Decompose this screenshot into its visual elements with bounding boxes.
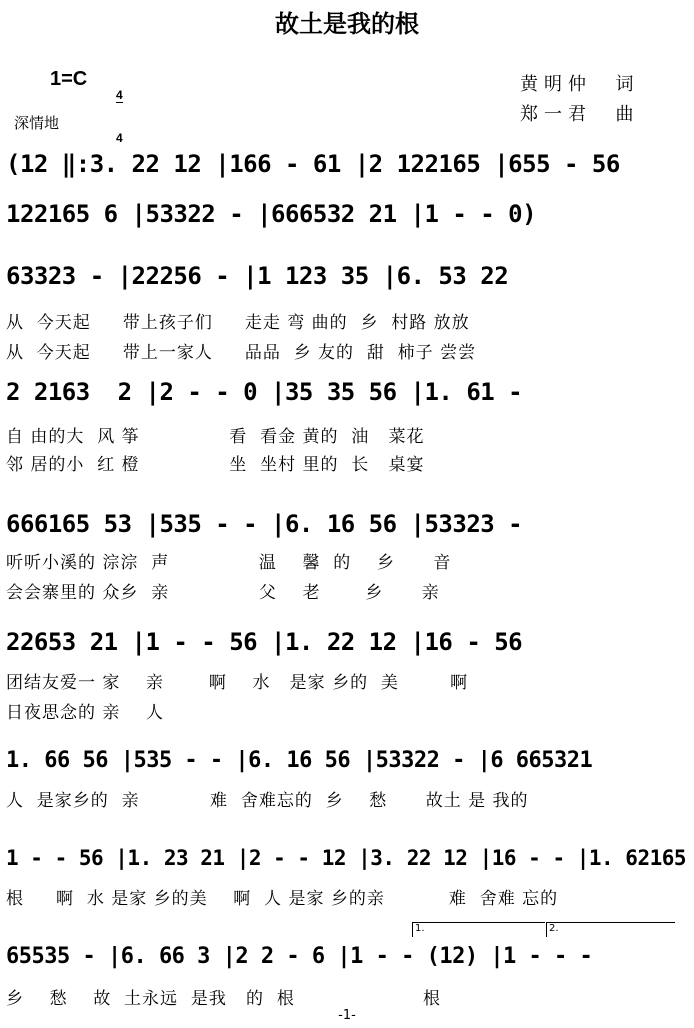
lyric-line: 从 今天起 带上孩子们 走走 弯 曲的 乡 村路 放放 xyxy=(6,313,470,333)
lyric-line: 从 今天起 带上一家人 品品 乡 友的 甜 柿子 尝尝 xyxy=(6,343,477,363)
lyric-line: 自 由的大 风 筝 看 看金 黄的 油 菜花 xyxy=(6,427,425,447)
notation-line: 65535 - |6. 66 3 |2 2 - 6 |1 - - (12) |1 - - - xyxy=(6,944,593,969)
lyric-line: 乡 愁 故 土永远 是我 的 根 根 xyxy=(6,989,441,1009)
lyric-line: 根 啊 水 是家 乡的美 啊 人 是家 乡的亲 难 舍难 忘的 xyxy=(6,889,559,909)
lyric-line: 邻 居的小 红 橙 坐 坐村 里的 长 桌宴 xyxy=(6,455,425,475)
time-signature-bottom: 4 xyxy=(116,131,123,145)
key-signature: 1=C xyxy=(50,68,88,90)
composer-credit: 郑一君 曲 xyxy=(520,104,640,125)
lyric-line: 人 是家乡的 亲 难 舍难忘的 乡 愁 故土 是 我的 xyxy=(6,791,529,811)
lyric-line: 团结友爱一 家 亲 啊 水 是家 乡的 美 啊 xyxy=(6,673,469,693)
lyric-line: 听听小溪的 淙淙 声 温 馨 的 乡 音 xyxy=(6,553,452,573)
page-title: 故土是我的根 xyxy=(275,10,419,38)
notation-line: 122165 6 |53322 - |666532 21 |1 - - 0) xyxy=(6,200,537,228)
first-ending-bracket: 1. xyxy=(412,922,545,937)
notation-line: 2 2163 2 |2 - - 0 |35 35 56 |1. 61 - xyxy=(6,378,523,406)
page-number: -1- xyxy=(338,1008,356,1023)
lyric-line: 日夜思念的 亲 人 xyxy=(6,703,165,723)
notation-line: 63323 - |22256 - |1 123 35 |6. 53 22 xyxy=(6,262,509,290)
notation-line: (12 ‖:3. 22 12 |166 - 61 |2 122165 |655 - 56 xyxy=(6,150,620,178)
expression-mark: 深情地 xyxy=(14,114,60,132)
lyricist-credit: 黄明仲 词 xyxy=(520,74,640,95)
lyric-line: 会会寨里的 众乡 亲 父 老 乡 亲 xyxy=(6,583,440,603)
second-ending-bracket: 2. xyxy=(546,922,675,937)
notation-line: 22653 21 |1 - - 56 |1. 22 12 |16 - 56 xyxy=(6,628,523,656)
notation-line: 1. 66 56 |535 - - |6. 16 56 |53322 - |6 665321 xyxy=(6,748,593,773)
notation-line: 1 - - 56 |1. 23 21 |2 - - 12 |3. 22 12 |16 - - |1. 62165 xyxy=(6,846,687,870)
time-signature xyxy=(116,60,123,159)
notation-line: 666165 53 |535 - - |6. 16 56 |53323 - xyxy=(6,510,523,538)
time-signature-top: 4 xyxy=(116,88,123,102)
